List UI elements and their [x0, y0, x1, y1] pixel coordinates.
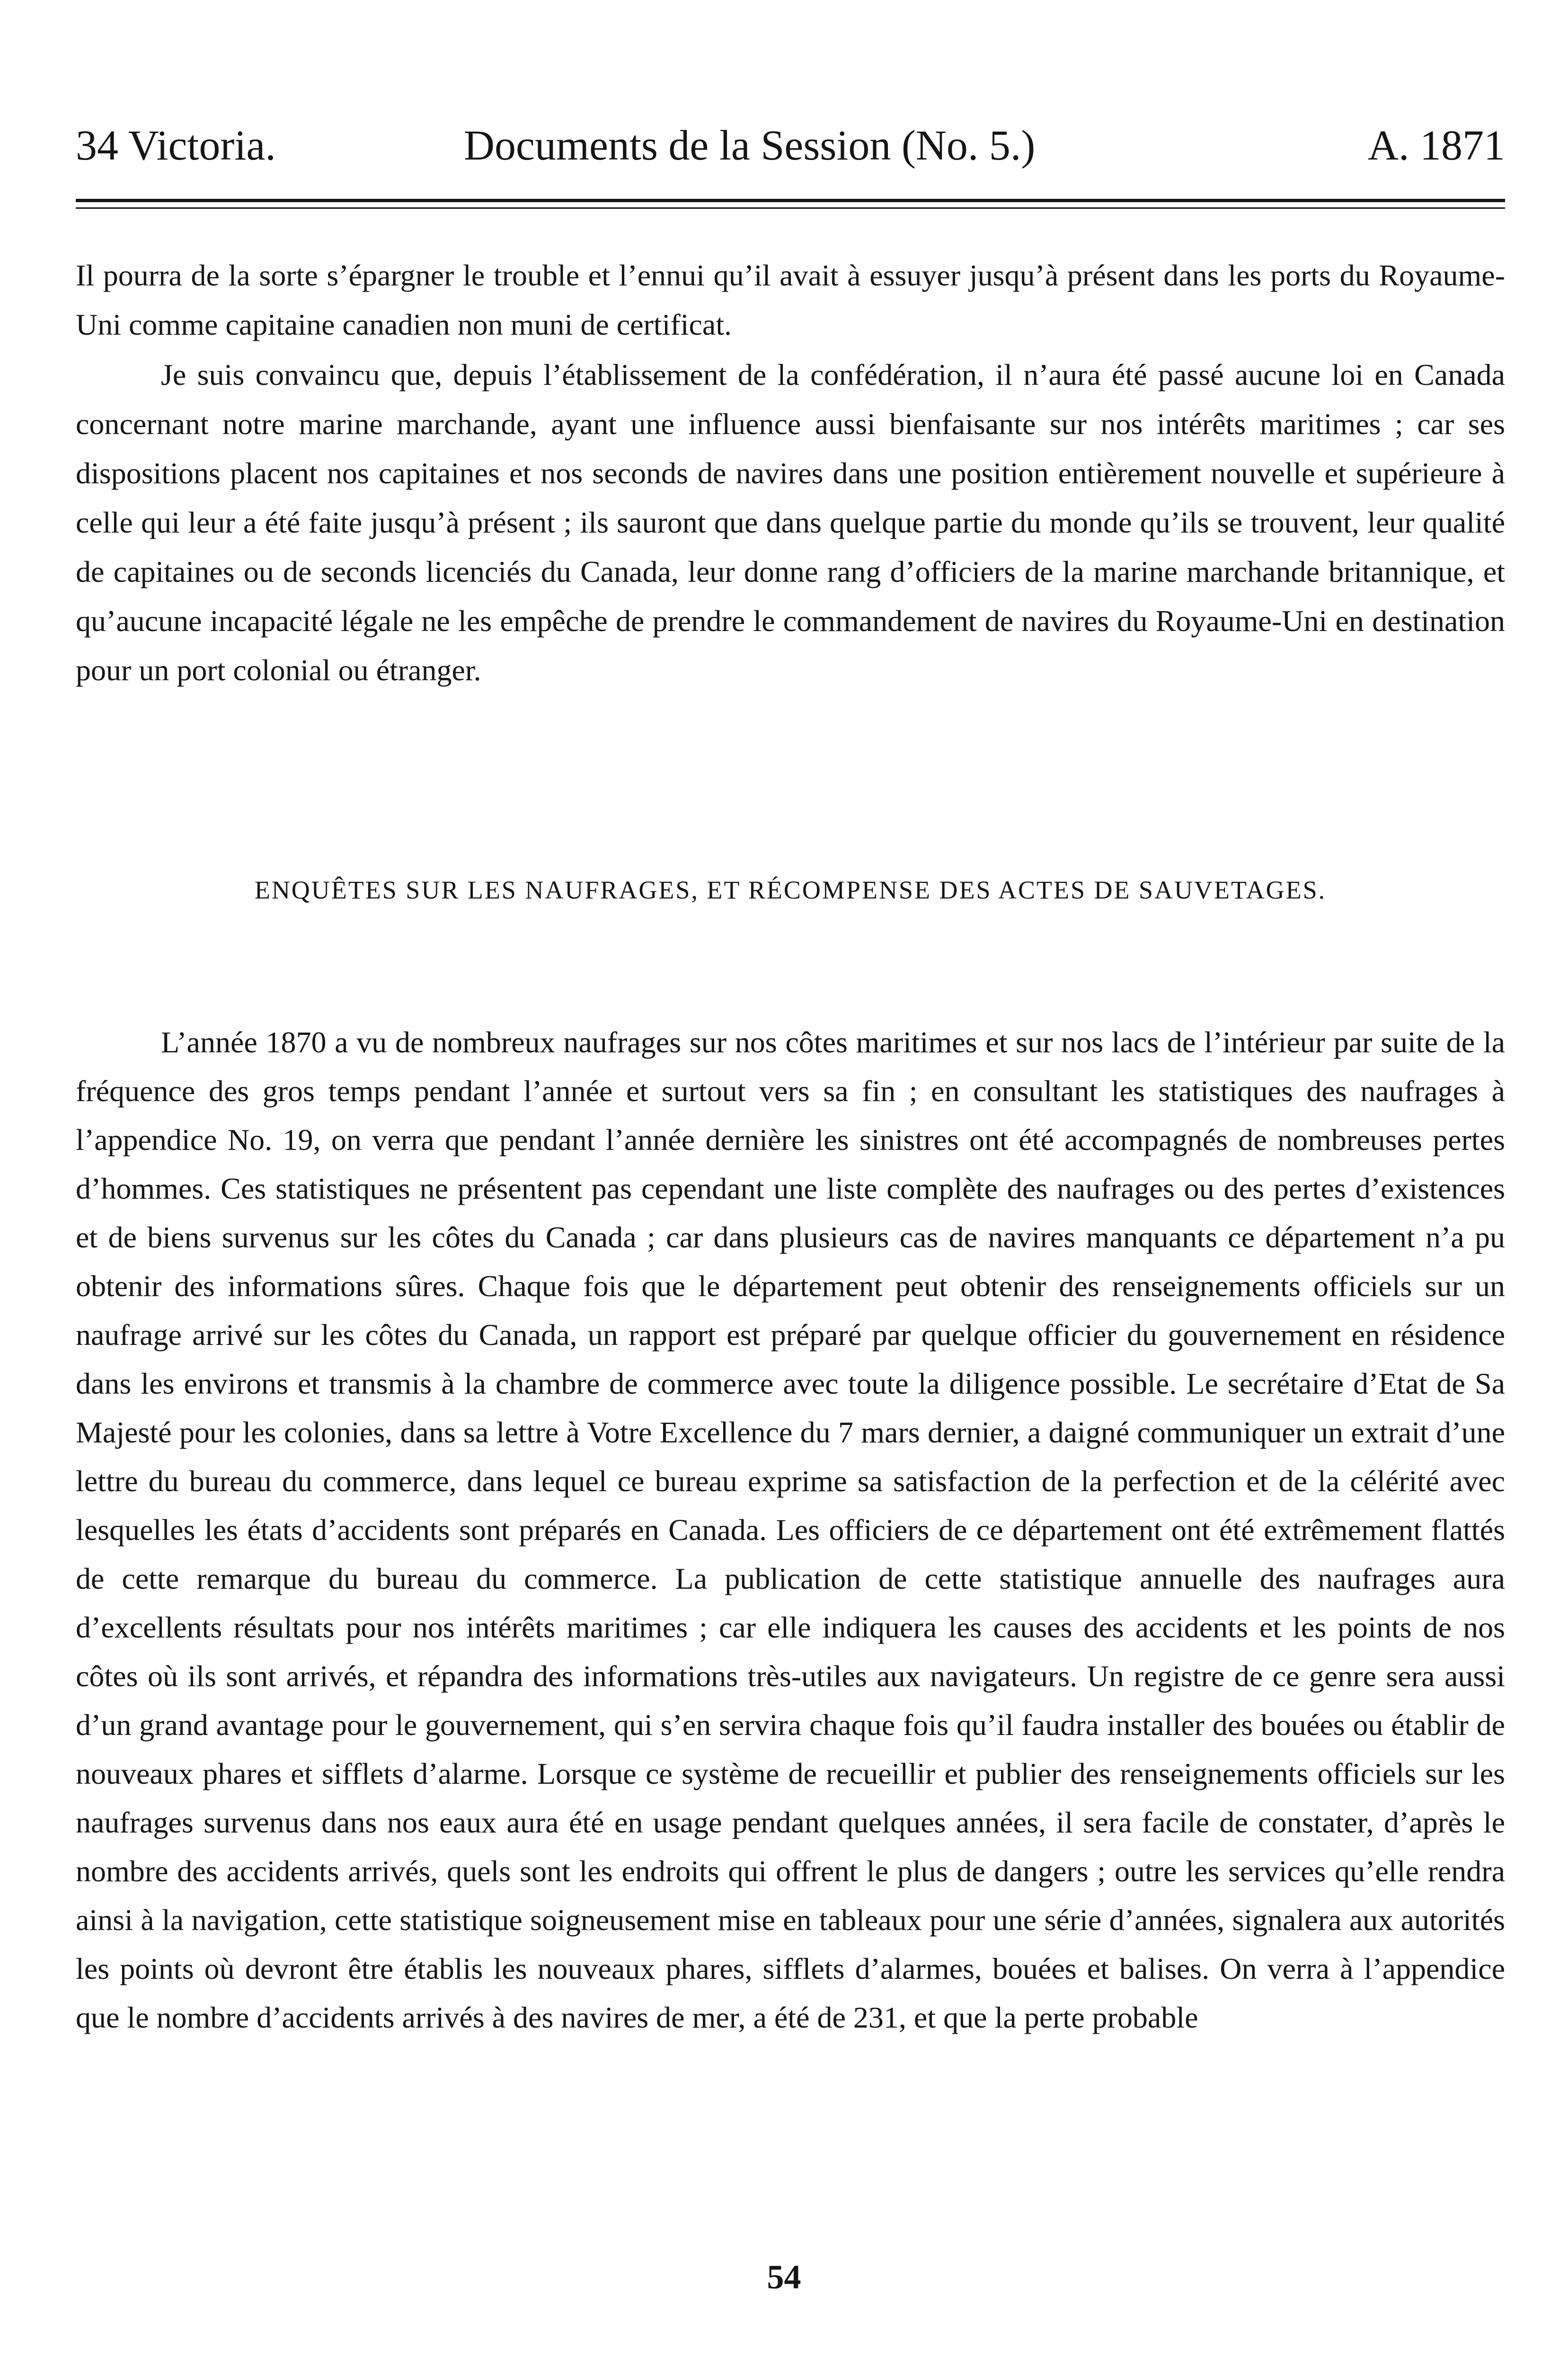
running-header: [76, 117, 1505, 174]
paragraph-text: L’année 1870 a vu de nombreux naufrages sur nos côtes maritimes et sur nos lacs de l’intérieur par suite de la fréquence des gros temps pendant l’année et surtout vers sa fin ; en consultant les statistiques des naufrages à l’appendice No. 19, on verra que pendant l’année dernière les sinistres ont été accompagnés de nombreuses pertes d’hommes. Ces statistiques ne présentent pas cependant une liste complète des naufrages ou des pertes d’existences et de biens survenus sur les côtes du Canada ; car dans plusieurs cas de navires manquants ce département n’a pu obtenir des informations sûres. Chaque fois que le département peut obtenir des renseignements officiels sur un naufrage arrivé sur les côtes du Canada, un rapport est préparé par quelque officier du gouvernement en résidence dans les environs et transmis à la chambre de commerce avec toute la diligence possible. Le secrétaire d’Etat de Sa Majesté pour les colonies, dans sa lettre à Votre Excellence du 7 mars dernier, a daigné communiquer un extrait d’une lettre du bureau du commerce, dans lequel ce bureau exprime sa satisfaction de la perfection et de la célérité avec lesquelles les états d’accidents sont préparés en Canada. Les officiers de ce département ont été extrêmement flattés de cette remarque du bureau du commerce. La publication de cette statistique annuelle des naufrages aura d’excellents résultats pour nos intérêts maritimes ; car elle indiquera les causes des accidents et les points de nos côtes où ils sont arrivés, et répandra des informations très-utiles aux navigateurs. Un registre de ce genre sera aussi d’un grand avantage pour le gouvernement, qui s’en servira chaque fois qu’il faudra installer des bouées ou établir de nouveaux phares et sifflets d’alarme. Lorsque ce système de recueillir et publier des renseignements officiels sur les naufrages survenus dans nos eaux aura été en usage pendant quelques années, il sera facile de constater, d’après le nombre des accidents arrivés, quels sont les endroits qui offrent le plus de dangers ; outre les services qu’elle rendra ainsi à la navigation, cette statistique soigneusement mise en tableaux pour une série d’années, signalera aux autorités les points où devront être établis les nouveaux phares, sifflets d’alarmes, bouées et balises. On verra à l’appendice que le nombre d’accidents arrivés à des navires de mer, a été de 231, et que la perte probable: [76, 1025, 1505, 2034]
paragraph-text: Il pourra de la sorte s’épargner le trouble et l’ennui qu’il avait à essuyer jusqu’à présent dans les ports du Royaume-Uni comme capitaine canadien non muni de certificat.: [76, 258, 1505, 341]
paragraph-text: Je suis convaincu que, depuis l’établissement de la confédération, il n’aura été passé aucune loi en Canada concernant notre marine marchande, ayant une influence aussi bienfaisante sur nos intérêts maritimes ; car ses dispositions placent nos capitaines et nos seconds de navires dans une position entièrement nouvelle et supérieure à celle qui leur a été faite jusqu’à présent ; ils sauront que dans quelque partie du monde qu’ils se trouvent, leur qualité de capitaines ou de seconds licenciés du Canada, leur donne rang d’officiers de la marine marchande britannique, et qu’aucune incapacité légale ne les empêche de prendre le commandement de navires du Royaume-Uni en destination pour un port colonial ou étranger.: [76, 358, 1505, 687]
paragraph-merchant-marine: [76, 350, 1505, 695]
header-rule-thin: [76, 207, 1505, 209]
header-session-year: 34 Victoria.: [76, 122, 276, 169]
paragraph-certificate: [76, 251, 1505, 349]
section-heading: ENQUÊTES SUR LES NAUFRAGES, ET RÉCOMPENSE DES ACTES DE SAUVETAGES.: [254, 876, 1327, 904]
header-document-title: Documents de la Session (No. 5.): [464, 122, 1036, 169]
header-year: A. 1871: [1368, 122, 1505, 169]
header-rule-thick: [76, 199, 1505, 202]
page-number: 54: [767, 2258, 801, 2296]
paragraph-shipwrecks: [76, 1018, 1505, 2042]
